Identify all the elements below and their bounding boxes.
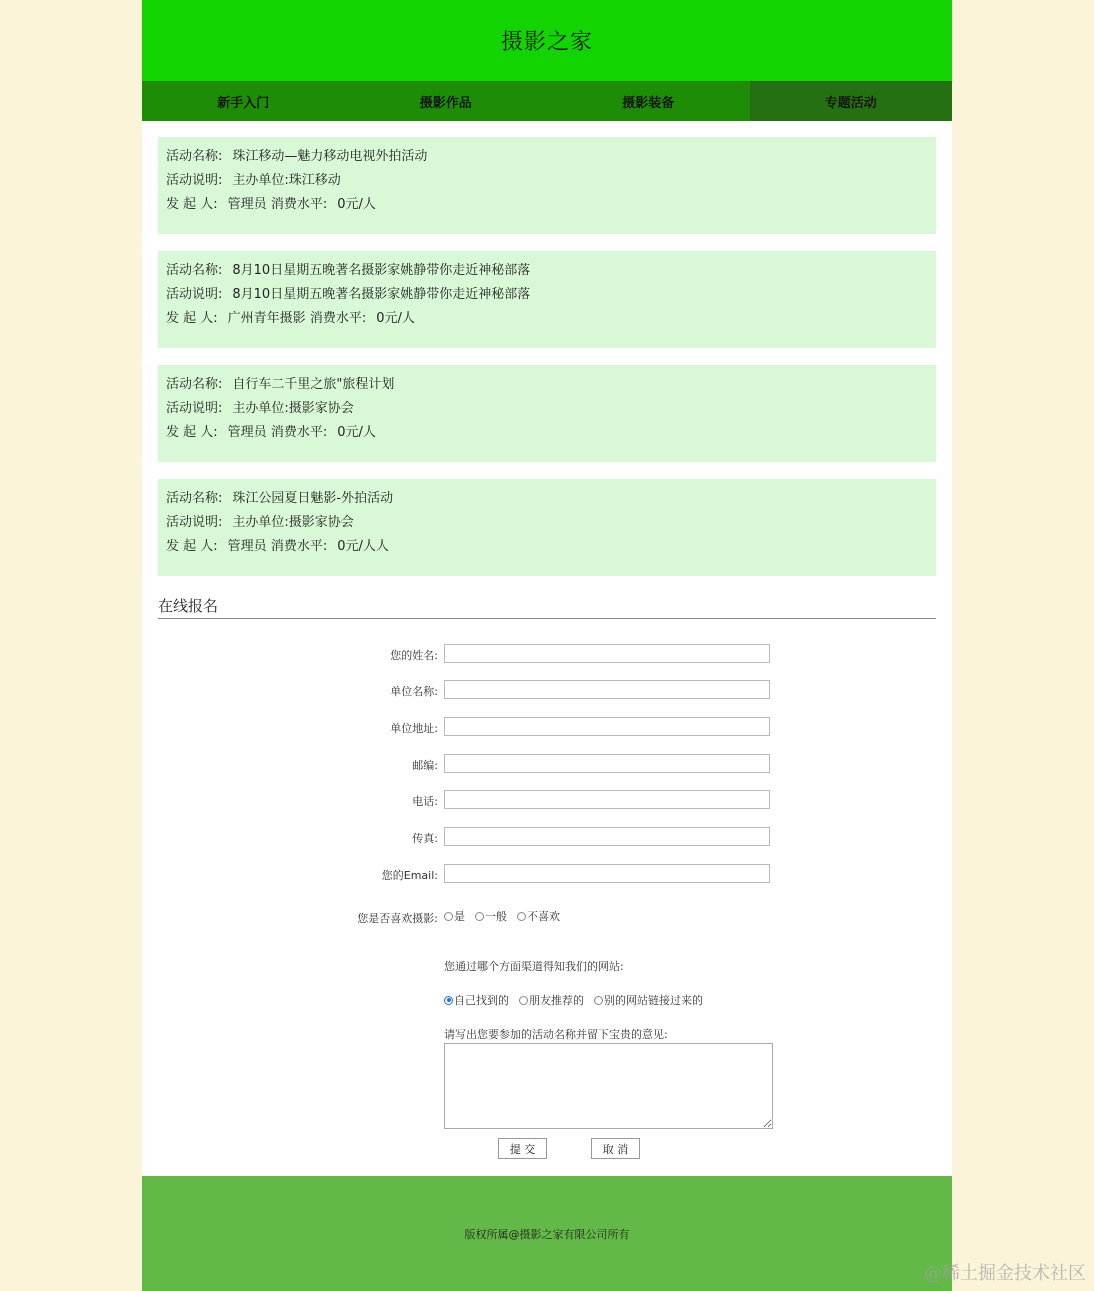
nav-item-equipment[interactable]: 摄影装备	[622, 95, 675, 111]
name-label: 您的姓名:	[390, 649, 438, 662]
event-cost: 0元/人人	[337, 539, 389, 554]
cancel-button[interactable]: 取 消	[591, 1138, 640, 1159]
event-name: 珠江公园夏日魅影-外拍活动	[232, 491, 394, 506]
source-radio-group	[444, 991, 713, 1009]
nav-item-works[interactable]: 摄影作品	[419, 95, 472, 111]
form-row-fax	[142, 827, 952, 847]
radio-button[interactable]	[444, 996, 453, 1005]
like-radio-group	[444, 907, 570, 925]
event-card	[158, 137, 936, 234]
site-title: 摄影之家	[500, 30, 593, 55]
event-desc: 主办单位:摄影家协会	[232, 515, 354, 530]
event-desc-label: 活动说明:	[166, 515, 223, 530]
source-option-friend[interactable]	[519, 992, 584, 1008]
zipcode-field[interactable]	[444, 754, 770, 773]
event-initiator-label: 发 起 人:	[166, 197, 218, 212]
radio-button[interactable]	[475, 912, 484, 921]
signup-section-title: 在线报名	[158, 593, 936, 619]
option-label: 自己找到的	[454, 994, 509, 1007]
event-initiator-label: 发 起 人:	[166, 311, 218, 326]
comment-label: 请写出您要参加的活动名称并留下宝贵的意见:	[444, 1028, 668, 1041]
event-name-label: 活动名称:	[166, 377, 223, 392]
event-name: 珠江移动—魅力移动电视外拍活动	[232, 149, 428, 164]
site-footer	[142, 1176, 952, 1291]
email-field[interactable]	[444, 864, 770, 883]
watermark: @稀土掘金技术社区	[924, 1263, 1086, 1284]
event-cost: 0元/人	[376, 311, 415, 326]
fax-field[interactable]	[444, 827, 770, 846]
form-row-name	[142, 644, 952, 664]
event-initiator: 管理员	[227, 197, 267, 212]
event-card	[158, 479, 936, 576]
address-label: 单位地址:	[390, 722, 438, 735]
option-label: 一般	[485, 910, 507, 923]
event-name-label: 活动名称:	[166, 149, 223, 164]
event-desc: 主办单位:摄影家协会	[232, 401, 354, 416]
copyright-text: 版权所属@摄影之家有限公司所有	[464, 1227, 630, 1241]
comment-textarea[interactable]	[444, 1043, 773, 1129]
radio-button[interactable]	[519, 996, 528, 1005]
event-card	[158, 251, 936, 348]
main-nav	[142, 81, 952, 121]
source-question: 您通过哪个方面渠道得知我们的网站:	[444, 960, 624, 973]
company-label: 单位名称:	[390, 685, 438, 698]
source-option-self[interactable]	[444, 992, 509, 1008]
zipcode-label: 邮编:	[412, 759, 438, 772]
like-option-no[interactable]	[517, 908, 560, 924]
like-option-yes[interactable]	[444, 908, 465, 924]
option-label: 别的网站链接过来的	[604, 994, 703, 1007]
email-label: 您的Email:	[381, 869, 438, 882]
event-desc-label: 活动说明:	[166, 401, 223, 416]
option-label: 不喜欢	[527, 910, 560, 923]
event-initiator-label: 发 起 人:	[166, 425, 218, 440]
radio-button[interactable]	[444, 912, 453, 921]
phone-label: 电话:	[412, 795, 438, 808]
event-initiator: 管理员	[227, 425, 267, 440]
form-row-company	[142, 680, 952, 700]
company-field[interactable]	[444, 680, 770, 699]
event-cost-label: 消费水平:	[270, 539, 328, 554]
event-cost-label: 消费水平:	[309, 311, 367, 326]
event-cost-label: 消费水平:	[270, 425, 328, 440]
event-desc: 主办单位:珠江移动	[232, 173, 341, 188]
form-row-like	[142, 907, 952, 927]
event-cost: 0元/人	[337, 197, 376, 212]
form-row-address	[142, 717, 952, 737]
form-buttons	[142, 1138, 952, 1158]
form-row-phone	[142, 790, 952, 810]
option-label: 是	[454, 910, 465, 923]
event-initiator: 管理员	[227, 539, 267, 554]
form-row-source	[142, 991, 952, 1011]
submit-button[interactable]: 提 交	[498, 1138, 547, 1159]
address-field[interactable]	[444, 717, 770, 736]
event-desc: 8月10日星期五晚著名摄影家姚静带你走近神秘部落	[232, 287, 531, 302]
radio-button[interactable]	[517, 912, 526, 921]
event-list	[142, 121, 952, 576]
event-name-label: 活动名称:	[166, 491, 223, 506]
source-option-link[interactable]	[594, 992, 703, 1008]
phone-field[interactable]	[444, 790, 770, 809]
nav-item-events[interactable]: 专题活动	[750, 81, 953, 121]
form-row-email	[142, 864, 952, 884]
event-cost: 0元/人	[337, 425, 376, 440]
event-initiator: 广州青年摄影	[227, 311, 306, 326]
page-container	[142, 0, 952, 1291]
event-name-label: 活动名称:	[166, 263, 223, 278]
event-name: 8月10日星期五晚著名摄影家姚静带你走近神秘部落	[232, 263, 531, 278]
event-initiator-label: 发 起 人:	[166, 539, 218, 554]
signup-form	[142, 619, 952, 1174]
event-cost-label: 消费水平:	[270, 197, 328, 212]
like-option-average[interactable]	[475, 908, 507, 924]
fax-label: 传真:	[412, 832, 438, 845]
event-name: 自行车二千里之旅"旅程计划	[232, 377, 395, 392]
nav-item-beginner[interactable]: 新手入门	[217, 95, 270, 111]
event-desc-label: 活动说明:	[166, 287, 223, 302]
event-card	[158, 365, 936, 462]
like-label: 您是否喜欢摄影:	[357, 912, 438, 925]
radio-button[interactable]	[594, 996, 603, 1005]
option-label: 朋友推荐的	[529, 994, 584, 1007]
name-field[interactable]	[444, 644, 770, 663]
form-row-zipcode	[142, 754, 952, 774]
event-desc-label: 活动说明:	[166, 173, 223, 188]
site-header	[142, 0, 952, 81]
